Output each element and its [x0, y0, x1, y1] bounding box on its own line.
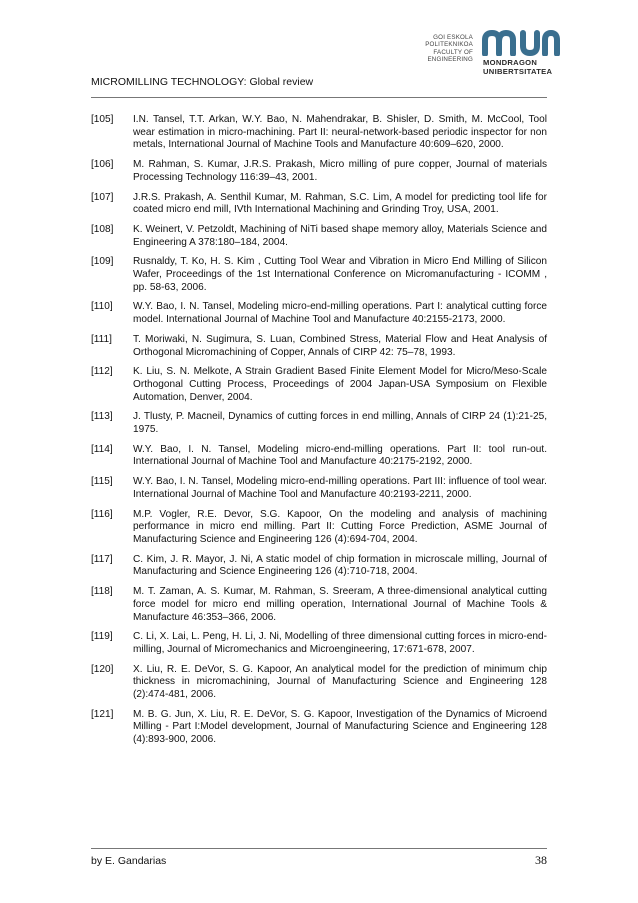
reference-text: K. Weinert, V. Petzoldt, Machining of NiTi based shape memory alloy, Materials Science and Engineering A 378:180–184, 2004. — [133, 223, 547, 248]
reference-text: C. Kim, J. R. Mayor, J. Ni, A static model of chip formation in microscale milling, Journal of Manufacturing and Science Engineering 126 (4):710-718, 2004. — [133, 553, 547, 578]
reference-number: [115] — [91, 476, 113, 488]
reference-item — [91, 224, 547, 249]
reference-text: W.Y. Bao, I. N. Tansel, Modeling micro-end-milling operations. Part II: tool run-out. International Journal of Machine Tool and Manufacture 40:2175-2192, 2000. — [133, 443, 547, 468]
header-rule — [91, 97, 547, 98]
reference-item — [91, 631, 547, 656]
university-name: MONDRAGON UNIBERTSITATEA — [483, 58, 553, 76]
footer-author: by E. Gandarias — [91, 855, 167, 867]
reference-number: [105] — [91, 114, 114, 125]
faculty-name: GOI ESKOLA POLITEKNIKOA FACULTY OF ENGINEERING — [425, 34, 473, 64]
page-number: 38 — [535, 853, 547, 867]
mondragon-logo-icon — [481, 30, 561, 56]
reference-text: M.P. Vogler, R.E. Devor, S.G. Kapoor, On the modeling and analysis of machining performance in micro end milling. Part II: Cutting Force Prediction, ASME Journal of Manufacturing Science and Engineering 126 (4):694-704, 2004. — [133, 508, 547, 545]
reference-number: [118] — [91, 586, 113, 598]
reference-number: [108] — [91, 223, 114, 235]
reference-number: [111] — [91, 333, 112, 345]
reference-text: T. Moriwaki, N. Sugimura, S. Luan, Combined Stress, Material Flow and Heat Analysis of Orthogonal Micromachining of Copper, Annals of CIRP 42: 75–78, 1993. — [133, 333, 547, 358]
reference-text: J. Tlusty, P. Macneil, Dynamics of cutting forces in end milling, Annals of CIRP 24 (1):21-25, 1975. — [133, 411, 547, 436]
reference-text: M. B. G. Jun, X. Liu, R. E. DeVor, S. G. Kapoor, Investigation of the Dynamics of Microend Milling - Part I:Model development, Journal of Manufacturing Science and Engineering 128 (4):893-900, 2006. — [133, 708, 547, 746]
reference-text: I.N. Tansel, T.T. Arkan, W.Y. Bao, N. Mahendrakar, B. Shisler, D. Smith, M. McCool, Tool wear estimation in micro-machining. Part II: neural-network-based periodic inspector for non metals, International Journal of Machine Tools and Manufacture 40:609–620, 2000. — [133, 114, 547, 151]
reference-item — [91, 709, 547, 747]
reference-number: [121] — [91, 708, 114, 720]
footer-rule — [91, 848, 547, 849]
reference-number: [106] — [91, 159, 114, 171]
reference-item — [91, 334, 547, 359]
reference-number: [117] — [91, 553, 113, 565]
reference-item — [91, 114, 547, 152]
reference-text: J.R.S. Prakash, A. Senthil Kumar, M. Rahman, S.C. Lim, A model for predicting tool life for coated micro end mill, IVth International Machining and Grinding Troy, USA, 2001. — [133, 191, 547, 216]
reference-item — [91, 444, 547, 469]
university-logo — [421, 30, 561, 82]
reference-item — [91, 476, 547, 501]
reference-number: [114] — [91, 443, 113, 455]
reference-number: [116] — [91, 508, 113, 520]
reference-text: X. Liu, R. E. DeVor, S. G. Kapoor, An analytical model for the prediction of minimum chip thickness in micromachining, Journal of Manufacturing Science and Engineering 128 (2):474-481, 2006. — [133, 663, 547, 701]
reference-number: [107] — [91, 191, 114, 203]
reference-item — [91, 301, 547, 326]
reference-item — [91, 586, 547, 624]
reference-number: [112] — [91, 366, 113, 378]
reference-item — [91, 159, 547, 184]
running-header: MICROMILLING TECHNOLOGY: Global review — [91, 76, 314, 88]
reference-item — [91, 366, 547, 404]
reference-text: M. Rahman, S. Kumar, J.R.S. Prakash, Micro milling of pure copper, Journal of materials Processing Technology 116:39–43, 2001. — [133, 159, 547, 183]
reference-list — [91, 114, 547, 754]
reference-number: [119] — [91, 631, 113, 643]
reference-item — [91, 192, 547, 217]
reference-item — [91, 554, 547, 579]
reference-number: [113] — [91, 411, 113, 423]
reference-item — [91, 509, 547, 547]
reference-number: [109] — [91, 256, 114, 268]
reference-text: Rusnaldy, T. Ko, H. S. Kim , Cutting Tool Wear and Vibration in Micro End Milling of Silicon Wafer, Proceedings of the 1st International Conference on Micromanufacturing - ICOMM , pp. 58-63, 2006. — [133, 256, 547, 293]
reference-item — [91, 256, 547, 294]
reference-item — [91, 411, 547, 436]
reference-text: M. T. Zaman, A. S. Kumar, M. Rahman, S. Sreeram, A three-dimensional analytical cutting force model for micro end milling operation, International Journal of Machine Tools & Manufacture 46:353–366, 2006. — [133, 586, 547, 623]
reference-item — [91, 664, 547, 702]
reference-text: C. Li, X. Lai, L. Peng, H. Li, J. Ni, Modelling of three dimensional cutting forces in micro-end-milling, Journal of Micromechanics and Microengineering, 17:671-678, 2007. — [133, 631, 547, 655]
reference-number: [110] — [91, 301, 113, 313]
reference-text: W.Y. Bao, I. N. Tansel, Modeling micro-end-milling operations. Part III: influence of tool wear. International Journal of Machine Tool and Manufacture 40:2193-2211, 2000. — [133, 476, 547, 500]
reference-number: [120] — [91, 663, 114, 675]
reference-text: W.Y. Bao, I. N. Tansel, Modeling micro-end-milling operations. Part I: analytical cutting force model. International Journal of Machine Tool and Manufacture 40:2155-2173, 2000. — [133, 301, 547, 326]
reference-text: K. Liu, S. N. Melkote, A Strain Gradient Based Finite Element Model for Micro/Meso-Scale Orthogonal Cutting Process, Proceedings of 2004 Japan-USA Symposium on Flexible Automation, Denver, 2004. — [133, 366, 547, 403]
